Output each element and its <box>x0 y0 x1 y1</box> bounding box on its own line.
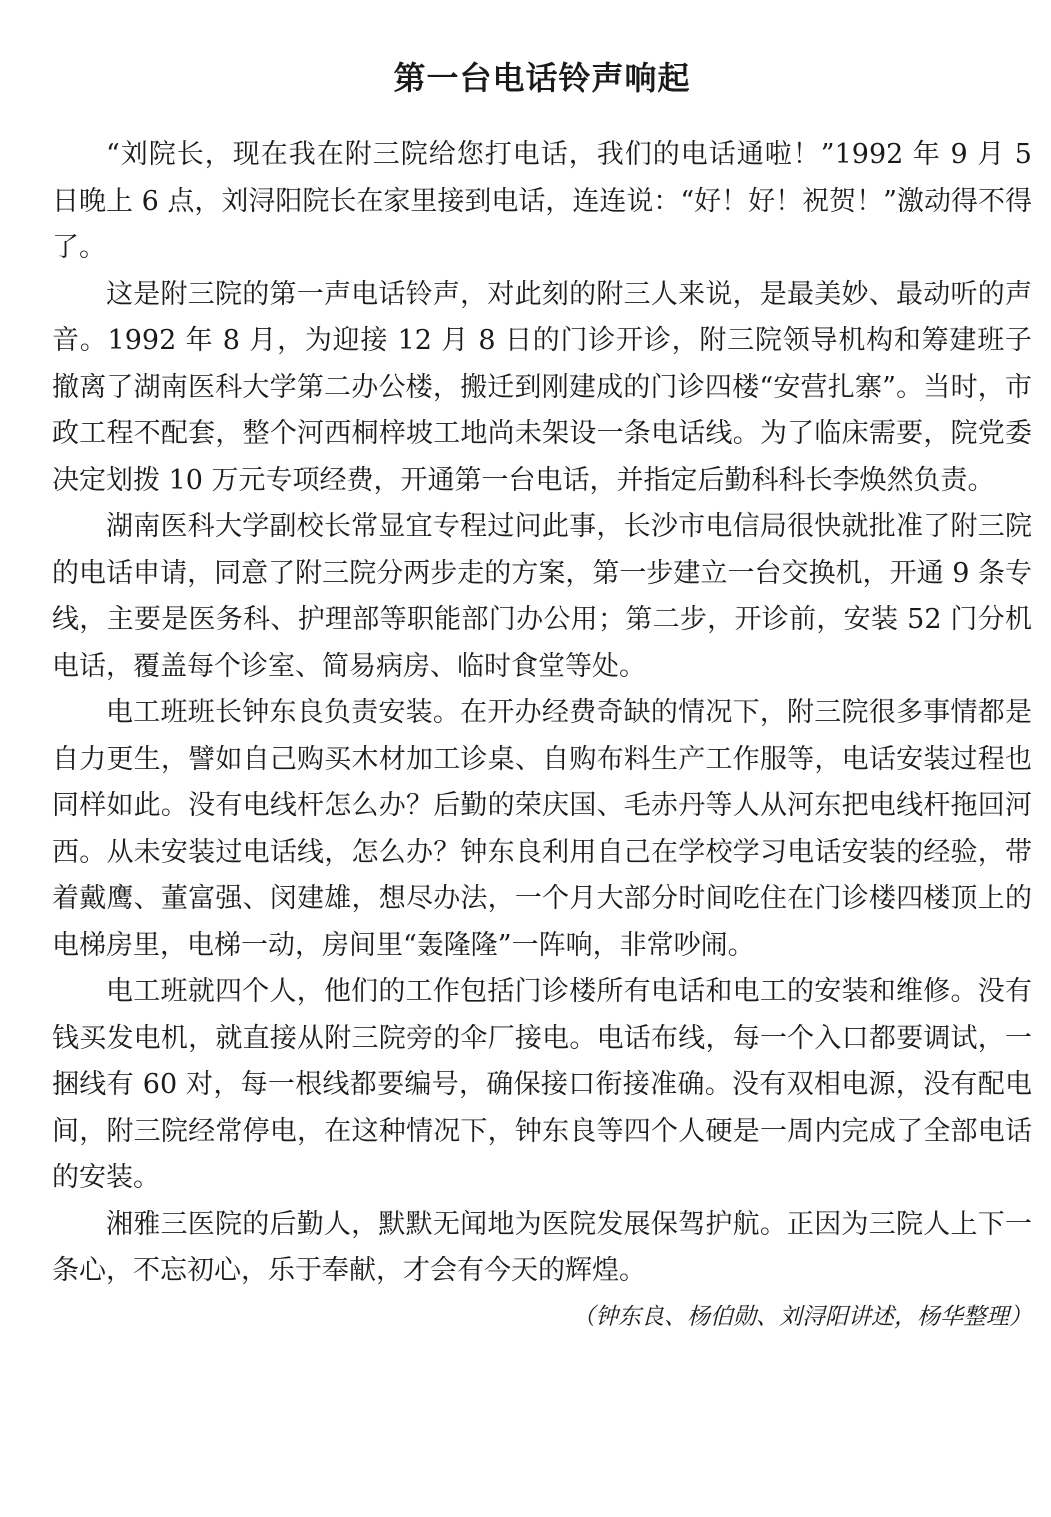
paragraph-6: 湘雅三医院的后勤人，默默无闻地为医院发展保驾护航。正因为三院人上下一条心，不忘初心，乐于奉献，才会有今天的辉煌。 <box>52 1208 1032 1286</box>
paragraph-1: “刘院长，现在我在附三院给您打电话，我们的电话通啦！”1992 年 9 月 5 日晚上 6 点，刘浔阳院长在家里接到电话，连连说：“好！好！祝贺！”激动得不得了。 <box>52 139 1032 263</box>
paragraph-5: 电工班就四个人，他们的工作包括门诊楼所有电话和电工的安装和维修。没有钱买发电机，就直接从附三院旁的伞厂接电。电话布线，每一个入口都要调试，一捆线有 60 对，每一根线都要编号，确保接口衔接准确。没有双相电源，没有配电间，附三院经常停电，在这种情况下，钟东良等四个人硬是一周内完成了全部电话的安装。 <box>52 976 1032 1193</box>
article-title: 第一台电话铃声响起 <box>393 59 691 97</box>
paragraph-2: 这是附三院的第一声电话铃声，对此刻的附三人来说，是最美妙、最动听的声音。1992 年 8 月，为迎接 12 月 8 日的门诊开诊，附三院领导机构和筹建班子撤离了湖南医科大学第二办公楼，搬迁到刚建成的门诊四楼“安营扎寨”。当时，市政工程不配套，整个河西桐梓坡工地尚未架设一条电话线。为了临床需要，院党委决定划拨 10 万元专项经费，开通第一台电话，并指定后勤科科长李焕然负责。 <box>52 278 1032 496</box>
document-page <box>52 52 1032 1337</box>
attribution-credit: （钟东良、杨伯勋、刘浔阳讲述，杨华整理） <box>572 1303 1032 1330</box>
paragraph-4: 电工班班长钟东良负责安装。在开办经费奇缺的情况下，附三院很多事情都是自力更生，譬如自己购买木材加工诊桌、自购布料生产工作服等，电话安装过程也同样如此。没有电线杆怎么办？后勤的荣庆国、毛赤丹等人从河东把电线杆拖回河西。从未安装过电话线，怎么办？钟东良利用自己在学校学习电话安装的经验，带着戴鹰、董富强、闵建雄，想尽办法，一个月大部分时间吃住在门诊楼四楼顶上的电梯房里，电梯一动，房间里“轰隆隆”一阵响，非常吵闹。 <box>52 697 1032 961</box>
paragraph-3: 湖南医科大学副校长常显宜专程过问此事，长沙市电信局很快就批准了附三院的电话申请，同意了附三院分两步走的方案，第一步建立一台交换机，开通 9 条专线，主要是医务科、护理部等职能部门办公用；第二步，开诊前，安装 52 门分机电话，覆盖每个诊室、简易病房、临时食堂等处。 <box>52 511 1032 682</box>
